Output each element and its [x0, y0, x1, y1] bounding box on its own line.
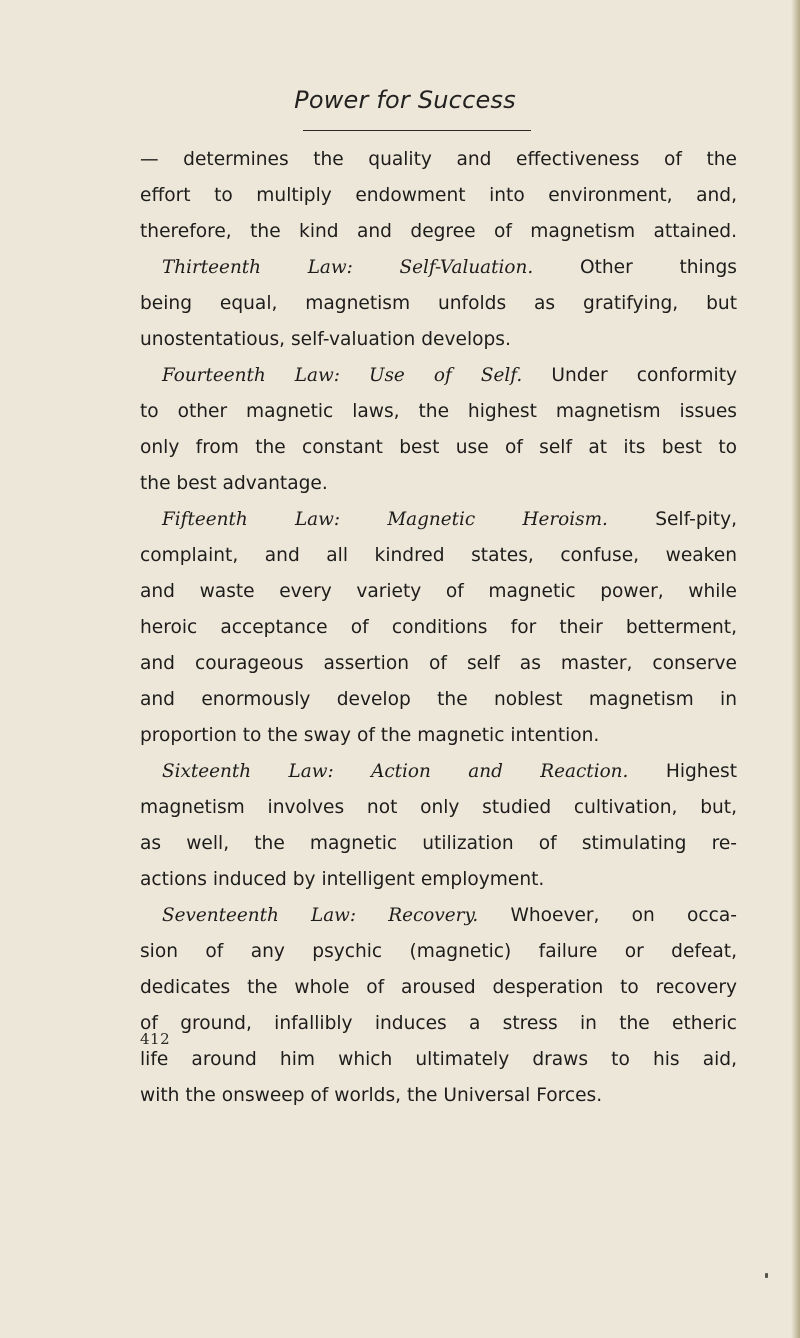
text-line — [140, 830, 737, 858]
page-edge-shadow — [791, 0, 800, 1338]
line-text: sion of any psychic (magnetic) failure or defeat, — [140, 941, 737, 962]
text-line — [140, 398, 737, 426]
line-text: being equal, magnetism unfolds as gratifying, but — [140, 293, 737, 314]
law-title: Fifteenth Law: Magnetic Heroism. — [162, 509, 608, 530]
head-rule — [303, 130, 531, 131]
line-text: and enormously develop the noblest magnetism in — [140, 689, 737, 710]
line-text: with the onsweep of worlds, the Universal Forces. — [140, 1085, 603, 1106]
line-text: Self-pity, — [607, 509, 738, 530]
text-line — [140, 1046, 737, 1074]
line-text: magnetism involves not only studied cultivation, but, — [140, 797, 737, 818]
text-line — [140, 1082, 737, 1110]
line-text: of ground, infallibly induces a stress in the etheric — [140, 1013, 737, 1034]
paper-speck — [765, 1273, 768, 1278]
law-heading-line — [162, 254, 737, 282]
line-text: dedicates the whole of aroused desperation to recovery — [140, 977, 737, 998]
line-text: Whoever, on occa- — [478, 905, 737, 926]
text-line — [140, 578, 737, 606]
law-heading-line — [162, 362, 737, 390]
text-line — [140, 470, 737, 498]
law-title: Fourteenth Law: Use of Self. — [162, 365, 523, 386]
line-text: heroic acceptance of conditions for their betterment, — [140, 617, 737, 638]
line-text: the best advantage. — [140, 473, 328, 494]
text-line — [140, 146, 737, 174]
text-line — [140, 614, 737, 642]
line-text: proportion to the sway of the magnetic intention. — [140, 725, 600, 746]
page-number: 412 — [140, 1030, 171, 1048]
law-heading-line — [162, 902, 737, 930]
line-text: therefore, the kind and degree of magnetism attained. — [140, 221, 737, 242]
law-heading-line — [162, 758, 737, 786]
text-line — [140, 290, 737, 318]
text-line — [140, 1010, 737, 1038]
text-line — [140, 974, 737, 1002]
law-title: Sixteenth Law: Action and Reaction. — [162, 761, 629, 782]
line-text: as well, the magnetic utilization of stimulating re- — [140, 833, 737, 854]
line-text: Highest — [628, 761, 737, 782]
line-text: and waste every variety of magnetic power, while — [140, 581, 737, 602]
text-line — [140, 218, 737, 246]
text-line — [140, 326, 737, 354]
text-line — [140, 938, 737, 966]
text-line — [140, 722, 737, 750]
line-text: life around him which ultimately draws to his aid, — [140, 1049, 737, 1070]
text-line — [140, 542, 737, 570]
running-head: Power for Success — [294, 86, 516, 114]
law-heading-line — [162, 506, 737, 534]
line-text: Other things — [533, 257, 737, 278]
line-text: unostentatious, self-valuation develops. — [140, 329, 511, 350]
line-text: complaint, and all kindred states, confuse, weaken — [140, 545, 737, 566]
text-line — [140, 794, 737, 822]
line-text: only from the constant best use of self at its best to — [140, 437, 737, 458]
law-title: Seventeenth Law: Recovery. — [162, 905, 479, 926]
text-line — [140, 434, 737, 462]
law-title: Thirteenth Law: Self-Valuation. — [162, 257, 534, 278]
line-text: actions induced by intelligent employment. — [140, 869, 545, 890]
line-text: and courageous assertion of self as master, conserve — [140, 653, 737, 674]
line-text: effort to multiply endowment into environment, and, — [140, 185, 737, 206]
text-line — [140, 686, 737, 714]
line-text: Under conformity — [522, 365, 737, 386]
text-line — [140, 866, 737, 894]
text-line — [140, 650, 737, 678]
line-text: — determines the quality and effectiveness of the — [140, 149, 737, 170]
text-line — [140, 182, 737, 210]
line-text: to other magnetic laws, the highest magnetism issues — [140, 401, 737, 422]
